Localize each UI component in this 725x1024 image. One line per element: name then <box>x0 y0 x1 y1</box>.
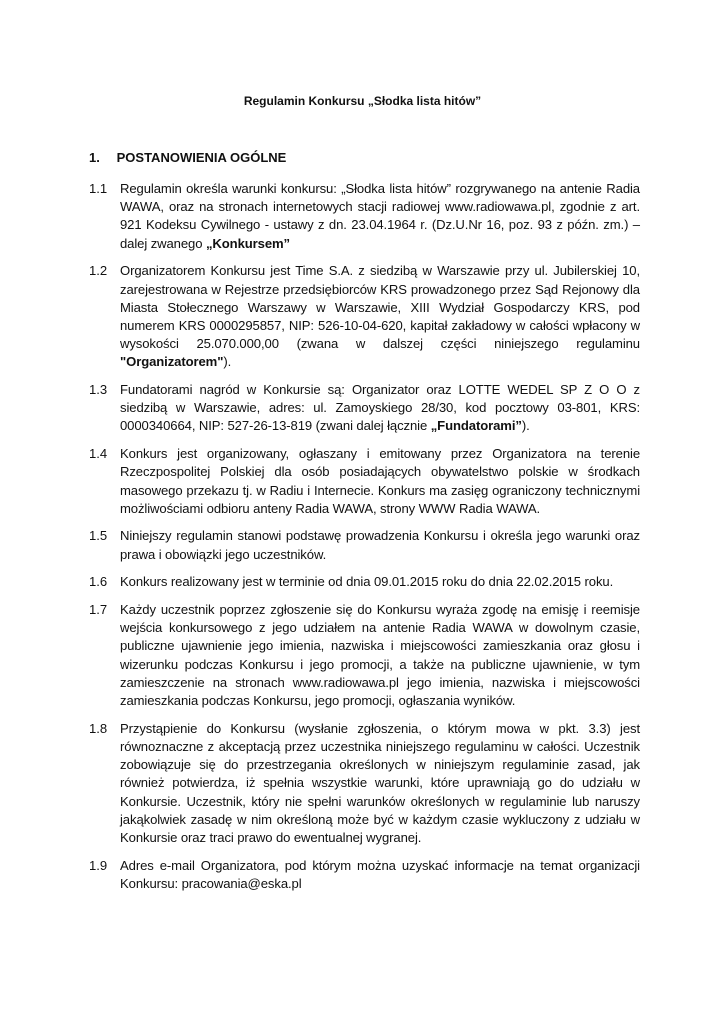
clause-text: Regulamin określa warunki konkursu: „Słodka lista hitów” rozgrywanego na antenie Radia WAWA, oraz na stronach internetowych stacji radiowej www.radiowawa.pl, zgodnie z art. 921 Kodeksu Cywilnego - ustawy z dn. 23.04.1964 r. (Dz.U.Nr 16, poz. 93 z późn. zm.) – dalej zwanego „Konkursem” <box>120 181 640 251</box>
clause-item <box>89 262 640 371</box>
clause-text: Konkurs realizowany jest w terminie od dnia 09.01.2015 roku do dnia 22.02.2015 roku. <box>120 574 614 590</box>
clause-text: Konkurs jest organizowany, ogłaszany i emitowany przez Organizatora na terenie Rzeczpospolitej Polskiej dla osób posiadających obywatelstwo polskie w środkach masowego przekazu tj. w Radiu i Internecie. Konkurs ma zasięg ograniczony technicznymi możliwościami odbioru anteny Radia WAWA, strony WWW Radia WAWA. <box>120 446 640 516</box>
clause-number: 1.1 <box>89 181 108 196</box>
clause-item <box>89 720 640 847</box>
clause-item <box>89 180 640 253</box>
clause-number: 1.7 <box>89 602 108 618</box>
section-title: POSTANOWIENIA OGÓLNE <box>116 150 287 165</box>
clause-item <box>89 381 640 436</box>
clause-number: 1.9 <box>89 857 108 873</box>
clause-bold-term: "Organizatorem" <box>120 354 224 370</box>
clause-text: Fundatorami nagród w Konkursie są: Organizator oraz LOTTE WEDEL SP Z O O z siedzibą w Warszawie, adres: ul. Zamoyskiego 28/30, kod pocztowy 03-801, KRS: 0000340664, NIP: 527-26-13-819 (zwani dalej łącznie „Fundatorami”). <box>120 382 640 434</box>
section-heading <box>89 150 286 165</box>
clause-item <box>89 601 640 710</box>
clause-bold-term: „Konkursem” <box>205 235 290 251</box>
clause-item <box>89 527 640 563</box>
clause-text: Niniejszy regulamin stanowi podstawę prowadzenia Konkursu i określa jego warunki oraz prawa i obowiązki jego uczestników. <box>120 528 640 562</box>
clause-number: 1.6 <box>89 574 108 590</box>
clause-number: 1.4 <box>89 446 108 462</box>
clause-bold-term: „Fundatorami” <box>430 418 522 434</box>
clause-text: Organizatorem Konkursu jest Time S.A. z siedzibą w Warszawie przy ul. Jubilerskiej 10, zarejestrowana w Rejestrze przedsiębiorców KRS prowadzonego przez Sąd Rejonowy dla Miasta Stołecznego Warszawy w Warszawie, XIII Wydział Gospodarczy KRS, pod numerem KRS 0000295857, NIP: 526-10-04-620, kapitał zakładowy w całości wpłacony w wysokości 25.070.000,00 (zwana w dalszej części niniejszego regulaminu "Organizatorem"). <box>120 263 640 370</box>
clause-item <box>89 573 640 591</box>
document-title: Regulamin Konkursu „Słodka lista hitów” <box>243 94 482 108</box>
clause-number: 1.8 <box>89 720 108 736</box>
clause-number: 1.5 <box>89 528 108 544</box>
clause-text: Adres e-mail Organizatora, pod którym można uzyskać informacje na temat organizacji Konkursu: pracowania@eska.pl <box>120 857 640 891</box>
clause-number: 1.2 <box>89 263 108 279</box>
clause-number: 1.3 <box>89 382 108 398</box>
clause-item <box>89 857 640 893</box>
clause-text: Każdy uczestnik poprzez zgłoszenie się do Konkursu wyraża zgodę na emisję i reemisje wejścia konkursowego z jego udziałem na antenie Radia WAWA w dowolnym czasie, publiczne ujawnienie jego imienia, nazwiska i miejscowości zamieszkania oraz głosu i wizerunku podczas Konkursu i jego promocji, a także na publiczne ujawnienie, w tym zamieszczenie na stronach www.radiowawa.pl jego imienia, nazwiska i miejscowości zamieszkania podczas Konkursu, jego promocji, ogłaszania wyników. <box>120 602 640 709</box>
clause-list <box>89 180 640 903</box>
clause-text: Przystąpienie do Konkursu (wysłanie zgłoszenia, o którym mowa w pkt. 3.3) jest równoznaczne z akceptacją przez uczestnika niniejszego regulaminu w całości. Uczestnik zobowiązuje się do przestrzegania określonych w niniejszym regulaminie zasad, jak również potwierdza, iż spełnia wszystkie warunki, które uprawniają go do udziału w Konkursie. Uczestnik, który nie spełni warunków określonych w regulaminie lub naruszy jakąkolwiek zasadę w nim określoną może być w każdym czasie wykluczony z udziału w Konkursie oraz traci prawo do ewentualnej wygranej. <box>120 720 640 845</box>
section-number: 1. <box>89 150 100 165</box>
clause-item <box>89 445 640 518</box>
